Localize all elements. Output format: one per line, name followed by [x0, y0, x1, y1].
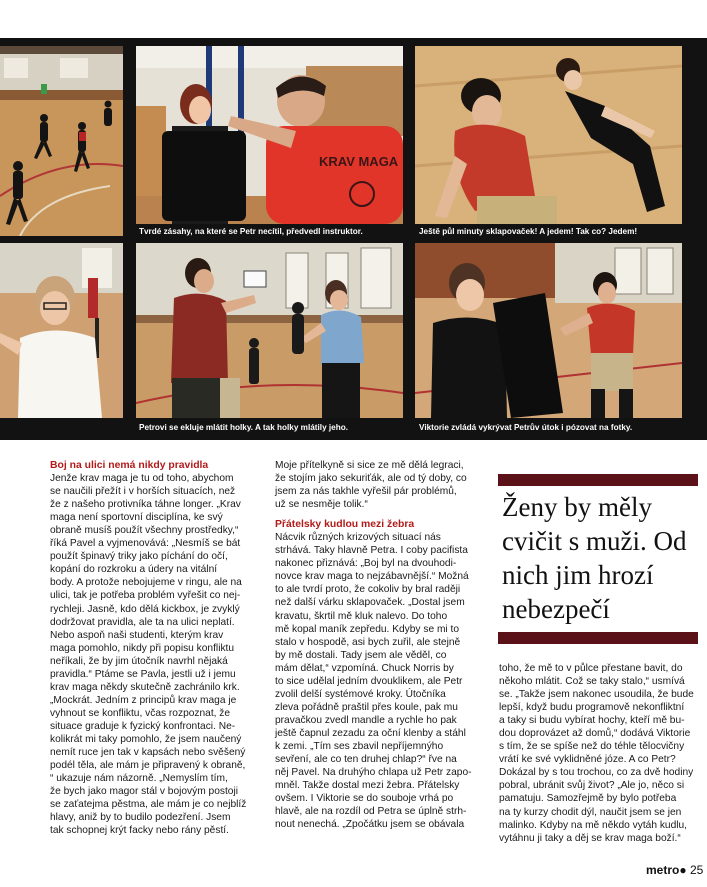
- pull-quote: [498, 474, 698, 644]
- text-line: neříkali, že by jim útočník navrhl nějaká: [50, 655, 228, 667]
- text-line: jsem za nás takhle vyřešil pár problémů,: [275, 486, 457, 498]
- pull-quote-top-bar: [498, 474, 698, 486]
- caption-sparring: Petrovi se ekluje mlátit holky. A tak holky mlátily jeho.: [139, 423, 348, 432]
- photo-gym-sparring-image: [136, 243, 403, 418]
- photo-gym-running: [0, 46, 123, 236]
- text-line: kolikrát mi taky pomohlo, že jsem naučený: [50, 733, 242, 745]
- photo-instructor-pad-image: [136, 46, 403, 224]
- text-line: rychleji. Jasně, kdo dělá kickbox, je zvyklý: [50, 603, 240, 615]
- article-column-3: [499, 662, 699, 845]
- text-line: maga není sportovní disciplína, ke svý: [50, 512, 223, 524]
- column-3-body: [499, 662, 699, 845]
- article-column-2: [275, 459, 490, 831]
- brand-dot-icon: ●: [679, 863, 687, 877]
- photo-gym-running-image: [0, 46, 123, 236]
- text-line: k zemi. „Tím ses zbavil nepříjemnýho: [275, 740, 444, 752]
- text-line: by mě dostali. Tady jsem ale věděl, co: [275, 649, 447, 661]
- text-line: mě kopal maník zepředu. Kdyby se mi to: [275, 623, 460, 635]
- photo-instructor-pad: [136, 46, 403, 224]
- text-line: ještě čapnul zezadu za oční klenby a stáhl: [275, 727, 466, 739]
- text-line: zleva pořádně praštil přes koule, pak mu: [275, 701, 458, 713]
- text-line: maga pomohlo, nikdy při popisu konfliktu: [50, 642, 235, 654]
- text-line: Dokázal by s tou trochou, co za dvě hodiny: [499, 767, 694, 779]
- column-1-body: [50, 472, 268, 837]
- text-line: krav maga někdy skutečně zachránilo krk.: [50, 681, 240, 693]
- text-line: to ale tvrdí proto, že cokoliv by bral raději: [275, 584, 461, 596]
- brand-logo: metro: [646, 863, 680, 877]
- text-line: vytáhnu ji taky a děj se krav maga boží.“: [499, 832, 681, 844]
- text-line: podél těla, ale mám je připravený k obraně,: [50, 760, 246, 772]
- text-line: mám dělat,“ vzpomíná. Chuck Norris by: [275, 662, 454, 674]
- article-column-1: [50, 459, 268, 837]
- text-line: “ ukazuje nám názorně. „Nemyslím tím,: [50, 773, 228, 785]
- photo-viktorie-pad: [415, 243, 682, 418]
- text-line: stalo v hospodě, asi bych zuřil, ale stejně: [275, 636, 461, 648]
- text-line: dou doprovázet až domů,“ dodává Viktorie: [499, 728, 691, 740]
- text-line: kopání do rozkroku a údery na vitální: [50, 564, 218, 576]
- text-line: to sice udělal jedním dvouklikem, ale Petr: [275, 675, 463, 687]
- text-line: se zaťatejma pěstma, ale mám je co nejblíž: [50, 799, 247, 811]
- text-line: ulici, tak je potřeba problém vyřešit co nej-: [50, 590, 241, 602]
- text-line: vyhnout se konfliktu, včas rozpoznat, že: [50, 707, 231, 719]
- photo-situps: [415, 46, 682, 224]
- text-line: Moje přítelkyně si sice ze mě dělá legraci,: [275, 460, 464, 471]
- text-line: situace graduje k fyzický konfrontaci. Ne-: [50, 720, 236, 732]
- pull-quote-bottom-bar: [498, 632, 698, 644]
- text-line: pobral, ubránit svůj život? „Ale jo, něco si: [499, 780, 685, 792]
- text-line: než další várku sklapovaček. „Dostal jsem: [275, 597, 465, 609]
- shirt-text: KRAV MAGA: [319, 154, 399, 169]
- text-line: se naučili přežít i v horších situacích, než: [50, 486, 236, 498]
- photo-gym-sparring: [136, 243, 403, 418]
- photo-situps-image: [415, 46, 682, 224]
- text-line: pamatuju. Samozřejmě by bylo potřeba: [499, 793, 677, 805]
- subheading-street-fight: Boj na ulici nemá nikdy pravidla: [50, 460, 209, 471]
- text-line: sevření, ale co ten druhej chlap?“ řve na: [275, 754, 457, 766]
- text-line: že bych jako magor stál v bojovým postoji: [50, 786, 238, 798]
- photo-collage: [0, 38, 707, 440]
- text-line: vrátí ke své vyklidněné józe. A co Petr?: [499, 754, 676, 766]
- text-line: lepší, když budu programově nekonfliktní: [499, 702, 685, 714]
- text-line: kravatu, škrtil mě kluk nalevo. Do toho: [275, 610, 448, 622]
- text-line: strhává. Taky hlavně Petra. I coby pacifista: [275, 545, 468, 557]
- caption-viktorie: Viktorie zvládá vykrývat Petrův útok i pózovat na fotky.: [419, 423, 633, 432]
- photo-woman-glasses-image: [0, 243, 123, 418]
- text-line: Nácvik různých krizových situací nás: [275, 532, 441, 544]
- text-line: říká Pavel a vyjmenovává: „Nesmíš se bát: [50, 538, 241, 550]
- text-line: dodržovat pravidla, ale ta na ulici neplatí.: [50, 616, 235, 628]
- text-line: malinko. Kdyby na mě někdo vytáh kudlu,: [499, 819, 688, 831]
- text-line: Nebo aspoň naši studenti, kterým krav: [50, 629, 224, 641]
- text-line: obraně musíš použít všechny prostředky,“: [50, 525, 239, 537]
- subheading-knife: Přátelsky kudlou mezi žebra: [275, 519, 415, 531]
- pull-quote-text: Ženy by měly cvičit s muži. Od nich jim hrozí nebezpečí: [502, 492, 687, 624]
- text-line: body. A protože nebojujeme v ringu, ale na: [50, 577, 242, 589]
- text-line: nakonec přiznává: „Boj byl na dvouhodi-: [275, 558, 457, 570]
- page-footer: [646, 863, 703, 877]
- text-line: novce krav maga to nejzábavnější.“ Možná: [275, 571, 469, 583]
- text-line: nemít ruce jen tak v kapsách nebo svěšený: [50, 747, 246, 759]
- text-line: hlavě, ale na rozdíl od Petra se úplně strh-: [275, 806, 467, 818]
- text-line: a taky si budu vybírat hochy, kteří mě bu-: [499, 715, 685, 727]
- top-margin: [0, 0, 707, 38]
- text-line: na ty kurzy chodit dýl, naučit jsem se jen: [499, 806, 682, 818]
- column-2-body: [275, 531, 490, 831]
- text-line: tak schopnej krýt facky nebo rány pěstí.: [50, 825, 229, 837]
- text-line: zvolil delší systémové kroky. Útočníka: [275, 688, 446, 700]
- text-line: s tím, že se spíše než do téhle tělocvičny: [499, 741, 685, 753]
- text-line: už se nesměje tolik.“: [275, 499, 368, 511]
- text-line: ovšem. I Viktorie se do souboje vrhá po: [275, 793, 454, 805]
- text-line: se. „Takže jsem nakonec usoudila, že bude: [499, 689, 694, 701]
- text-line: někoho mlátit. Což se taky stalo,“ usmívá: [499, 676, 685, 688]
- text-line: něj Pavel. Na druhýho chlapa už Petr zapo-: [275, 767, 472, 779]
- text-line: pravačkou zvedl mandle a rychle ho pak: [275, 714, 457, 726]
- text-line: mněl. Takže dostal mezi žebra. Přátelsky: [275, 780, 460, 792]
- text-line: nout nenechá. „Zpočátku jsem se obávala: [275, 819, 465, 831]
- text-line: „Mockrát. Jedním z principů krav maga je: [50, 694, 237, 706]
- photo-viktorie-pad-image: [415, 243, 682, 418]
- photo-woman-glasses: [0, 243, 123, 418]
- page-number: 25: [689, 863, 704, 877]
- text-line: hlavy, aniž by to budilo podezření. Jsem: [50, 812, 231, 824]
- text-line: toho, že mě to v půlce přestane bavit, do: [499, 663, 683, 674]
- text-line: použít špinavý triky jako píchání do očí,: [50, 551, 228, 563]
- text-line: pravidla.“ Ptáme se Pavla, jestli už i jemu: [50, 668, 236, 680]
- column-2-body-top: [275, 459, 490, 511]
- caption-situps: Ještě půl minuty sklapovaček! A jedem! Tak co? Jedem!: [419, 227, 638, 236]
- text-line: že z našeho protivníka táhne longer. „Krav: [50, 499, 241, 511]
- text-line: že stojím jako sekuriťák, ale od tý doby, co: [275, 473, 467, 485]
- text-line: Jenže krav maga je tu od toho, abychom: [50, 473, 234, 485]
- caption-instructor: Tvrdé zásahy, na které se Petr necítil, předvedl instruktor.: [139, 227, 363, 236]
